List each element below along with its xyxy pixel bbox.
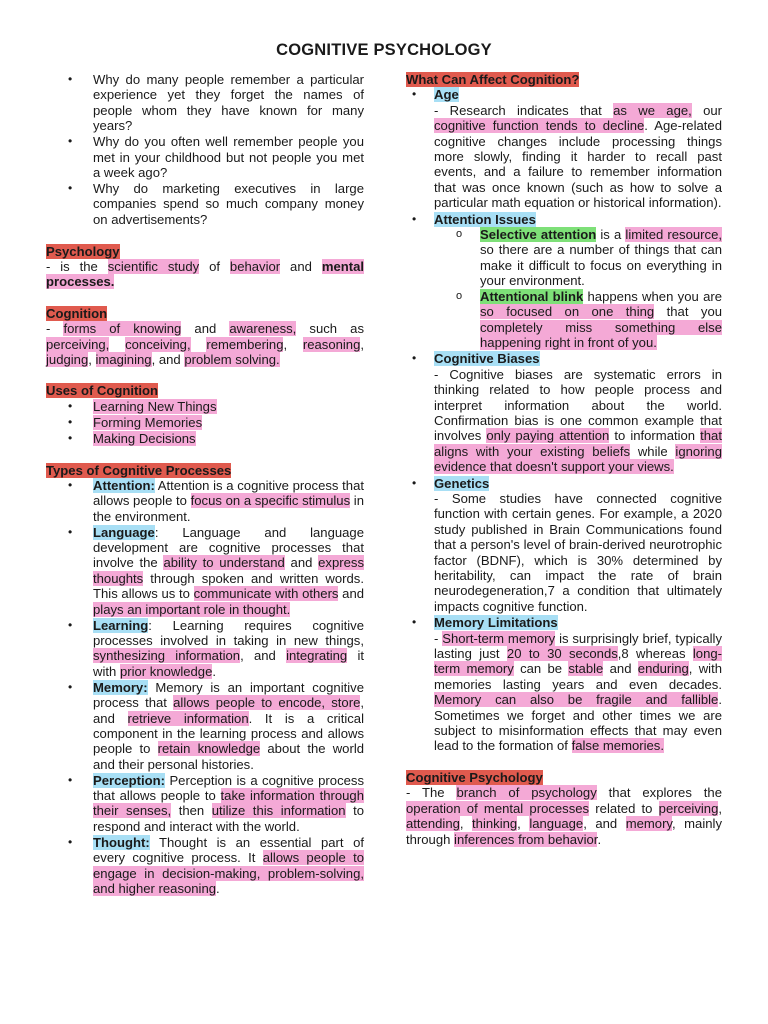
affect-memory-limitations	[406, 615, 722, 754]
highlighted-text: perceiving,	[46, 336, 110, 352]
term-label: Age	[434, 87, 459, 103]
highlighted-text: thinking	[472, 816, 518, 832]
text-run: .	[212, 663, 217, 679]
text-run	[191, 337, 207, 352]
text-run: - is the	[46, 258, 108, 274]
type-perception	[46, 773, 364, 835]
highlighted-text: allows people to engage in decision-making, problem-solving, and higher reasoning	[93, 850, 364, 896]
highlighted-text: completely miss something else happening right in front of you.	[480, 319, 722, 350]
text-run: , and	[583, 816, 626, 832]
term-label: Memory Limitations	[434, 615, 558, 631]
cognition-definition	[46, 321, 364, 367]
text-run: Memory is an important cognitive process that	[93, 679, 364, 711]
text-run: and	[284, 555, 319, 571]
term-label: Memory:	[93, 679, 148, 695]
highlighted-text: inferences from behavior	[454, 831, 598, 847]
type-attention	[46, 478, 364, 524]
cogpsy-heading: Cognitive Psychology	[406, 769, 543, 785]
text-run: while	[630, 443, 676, 459]
list-item	[46, 415, 364, 430]
text-run: . Sometimes we forget and other times we are subject to misinformation effects that may even lead to the formation of	[434, 692, 722, 754]
list-item	[46, 431, 364, 446]
term-label: Learning	[93, 617, 149, 633]
text-run: , and	[93, 695, 364, 726]
type-memory	[46, 680, 364, 772]
highlighted-text: behavior	[229, 258, 281, 274]
highlighted-text: remembering	[206, 336, 284, 352]
text-run: about the world and their personal histories.	[93, 741, 365, 772]
highlighted-text: limited resource,	[625, 227, 722, 243]
highlighted-text: judging	[46, 352, 89, 367]
highlighted-text: prior knowledge	[119, 663, 213, 679]
attentional-blink	[434, 289, 722, 351]
term-label: Attention Issues	[434, 211, 536, 227]
uses-list	[46, 399, 364, 446]
text-run: .	[597, 831, 602, 847]
list-item	[46, 399, 364, 414]
text-run: ,	[718, 800, 722, 816]
text-run: ,	[459, 816, 473, 832]
psychology-heading: Psychology	[46, 243, 120, 259]
page-title: COGNITIVE PSYCHOLOGY	[276, 41, 492, 59]
question-2: • Why do you often well remember people you met in your childhood but not people you met a week ago?	[46, 134, 364, 180]
text-run: and	[181, 321, 230, 337]
text-run: and	[603, 661, 638, 677]
type-language	[46, 525, 364, 617]
text-run: and	[280, 258, 322, 274]
highlighted-text: branch of psychology	[456, 785, 597, 801]
highlighted-text: retain knowledge	[157, 741, 261, 757]
text-run	[109, 337, 125, 352]
highlighted-text: long-term memory	[434, 646, 723, 677]
term-label: Attention:	[93, 477, 155, 493]
highlighted-text: conceiving,	[125, 336, 191, 352]
psychology-definition	[46, 259, 364, 290]
term-label: Cognitive Biases	[434, 351, 540, 367]
term-label: Language	[93, 524, 155, 540]
text-run: ,	[360, 336, 365, 352]
cognition-heading: Cognition	[46, 305, 108, 321]
highlighted-text: utilize this information	[211, 803, 346, 819]
affect-list	[406, 87, 722, 753]
text-run: through spoken and written words. This allows us to	[93, 570, 364, 602]
highlighted-text: that aligns with your existing beliefs	[434, 428, 722, 459]
highlighted-text: mental processes.	[46, 258, 365, 290]
text-run: that you	[654, 304, 723, 320]
text-run: : Language and language development are cognitive processes that involve the	[93, 524, 364, 571]
text-run: , with memories lasting years and even decades.	[434, 661, 722, 692]
text-run: can be	[513, 661, 569, 677]
types-heading: Types of Cognitive Processes	[46, 462, 232, 478]
highlighted-text: operation of mental processes	[406, 800, 590, 816]
highlighted-text: as we age,	[613, 102, 692, 118]
term-label: Genetics	[434, 475, 490, 491]
text-run: that explores the	[596, 785, 722, 801]
text-run: ,	[517, 816, 530, 832]
highlighted-text: forms of knowing	[63, 321, 182, 337]
term-label: Selective attention	[480, 227, 597, 243]
text-run: happens when you are	[583, 288, 722, 304]
highlighted-text: so focused on one thing	[480, 304, 655, 320]
text-run: : Learning requires cognitive processes involved in taking in new things,	[93, 617, 364, 648]
text-run: and	[338, 586, 365, 602]
highlighted-text: only paying attention	[486, 428, 610, 444]
text-run: -	[46, 321, 64, 337]
text-run: ,8 whereas	[617, 646, 693, 662]
highlighted-text: synthesizing information	[93, 648, 241, 664]
text-run: is a	[596, 227, 626, 243]
text-run: so there are a number of things that can make it difficult to focus on everything in your environment.	[480, 242, 722, 289]
term-label: Thought:	[93, 834, 150, 850]
text-run: related to	[589, 800, 659, 816]
highlighted-text: enduring	[637, 661, 689, 677]
text-run: - The	[406, 785, 457, 801]
text-run: Thought is an essential part of every cognitive process. It	[93, 834, 364, 866]
affect-genetics	[406, 476, 722, 615]
type-thought	[46, 835, 364, 897]
highlighted-text: attending	[406, 816, 460, 832]
question-3: • Why do marketing executives in large companies spend so much company money on advertisements?	[46, 181, 364, 227]
highlighted-text: Forming Memories	[93, 414, 203, 430]
text-run: - Cognitive biases are systematic errors in thinking related to how people process and interpret information about the world. Confirmation bias is one common example that involves	[434, 366, 722, 444]
text-run: it with	[93, 648, 365, 679]
highlighted-text: focus on a specific stimulus	[190, 493, 351, 509]
question-1: • Why do many people remember a particular experience yet they forget the names of people whom they have known for many years?	[46, 72, 364, 134]
highlighted-text: communicate with others	[193, 586, 339, 602]
affect-attention-issues	[406, 212, 722, 351]
highlighted-text: Learning New Things	[93, 398, 217, 414]
highlighted-text: plays an important role in thought.	[93, 601, 291, 617]
text-run: of	[199, 258, 230, 274]
highlighted-text: perceiving	[658, 800, 719, 816]
affect-heading: What Can Affect Cognition?	[406, 72, 580, 87]
text-run: to respond and interact with the world.	[93, 803, 364, 834]
highlighted-text: Making Decisions	[93, 430, 196, 446]
term-label: Perception:	[93, 772, 166, 788]
highlighted-text: express thoughts	[93, 555, 364, 586]
highlighted-text: take information through their senses,	[93, 788, 364, 819]
highlighted-text: cognitive function tends to decline	[434, 118, 645, 134]
highlighted-text: Short-term memory	[442, 630, 556, 646]
highlighted-text: integrating	[286, 648, 348, 664]
text-run: then	[171, 803, 212, 819]
text-run: . It is a critical component in the learning process and allows people to	[93, 710, 364, 757]
affect-age	[406, 87, 722, 210]
left-column	[46, 72, 364, 897]
text-run: our	[691, 102, 723, 118]
highlighted-text: reasoning	[302, 336, 361, 352]
text-run: - Some studies have connected cognitive function with certain genes. For example, a 2020 study published in Brain Communications found that a person's level of brain-derived neurotrophic factor (BDNF), which is 30% determined by heritability, can impact the rate of brain neurodegeneration,7 a condition that ultimately impacts cognitive function.	[434, 490, 722, 614]
text-run: Attention is a cognitive process that allows people to	[93, 477, 364, 509]
text-run: - Research indicates that	[434, 102, 614, 118]
selective-attention	[434, 227, 722, 289]
cogpsy-definition	[406, 785, 722, 847]
uses-heading: Uses of Cognition	[46, 383, 159, 399]
text-run: , mainly through	[406, 816, 722, 847]
highlighted-text: problem solving.	[184, 352, 280, 367]
text-run: , and	[151, 352, 185, 367]
highlighted-text: stable	[568, 661, 604, 677]
text-run: -	[434, 630, 443, 646]
highlighted-text: awareness,	[229, 321, 297, 337]
text-run: ,	[283, 336, 303, 352]
types-list	[46, 478, 364, 896]
text-run: Perception is a cognitive process that allows people to	[93, 772, 364, 804]
affect-cognitive-biases	[406, 351, 722, 474]
highlighted-text: ignoring evidence that doesn't support your views.	[434, 443, 722, 475]
text-run: to information	[609, 428, 701, 444]
right-column	[406, 72, 722, 847]
text-run: . Age-related cognitive changes include processing things more slowly, finding it harder to recall past events, and a failure to remember information that was once known (such as how to solve a particular math equation or historical information).	[434, 118, 722, 211]
text-run: , and	[240, 648, 287, 664]
highlighted-text: ability to understand	[163, 555, 285, 571]
highlighted-text: false memories.	[571, 738, 664, 754]
text-run: such as	[296, 321, 364, 337]
highlighted-text: retrieve information	[127, 710, 249, 726]
highlighted-text: imagining	[95, 352, 152, 367]
highlighted-text: language	[529, 816, 584, 832]
highlighted-text: scientific study	[107, 258, 200, 274]
highlighted-text: 20 to 30 seconds	[506, 646, 618, 662]
text-run: in the environment.	[93, 493, 364, 524]
type-learning	[46, 618, 364, 680]
highlighted-text: allows people to encode, store	[173, 695, 361, 711]
text-run: .	[216, 881, 220, 896]
highlighted-text: memory	[625, 816, 673, 832]
term-label: Attentional blink	[480, 288, 584, 304]
highlighted-text: Memory can also be fragile and fallible	[434, 692, 719, 708]
intro-questions	[46, 72, 364, 227]
text-run: ,	[88, 352, 96, 367]
text-run: is surprisingly brief, typically lasting just	[434, 630, 722, 662]
